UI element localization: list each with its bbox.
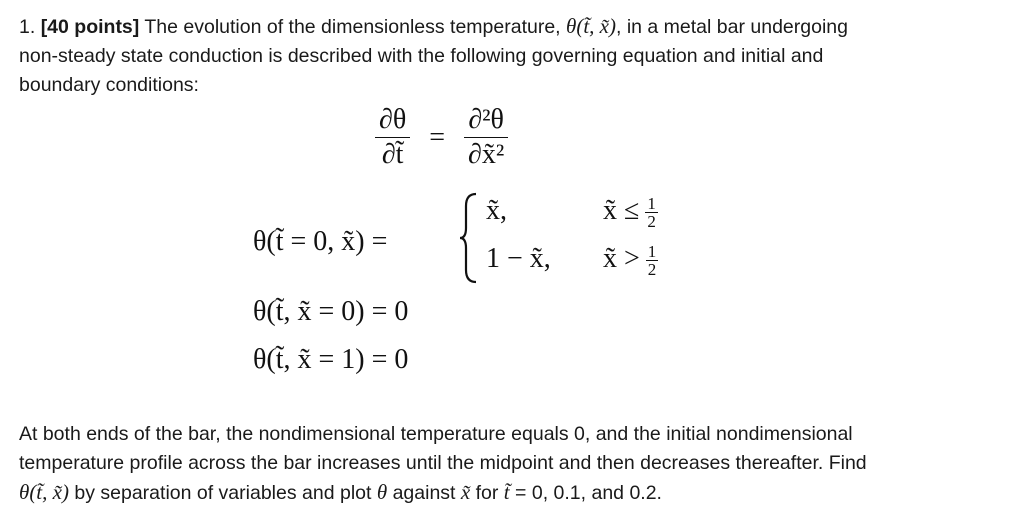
problem-statement — [19, 12, 848, 100]
closing-line-3 — [19, 478, 867, 508]
points-label: [40 points] — [40, 16, 140, 38]
intro-line-3: boundary conditions: — [19, 74, 199, 96]
rhs-denominator: ∂x̃² — [468, 139, 505, 170]
initial-condition-lhs — [253, 225, 387, 259]
intro-line-2: non-steady state conduction is described with the following governing equation and initial and — [19, 45, 824, 67]
governing-equation — [375, 103, 508, 172]
case-2-cond-text: x̃ > — [603, 243, 640, 274]
problem-number: 1. — [19, 16, 36, 38]
rhs-fraction — [464, 103, 508, 172]
case-2-condition — [603, 243, 657, 278]
case-2-value: 1 − x̃, — [486, 243, 551, 274]
half-fraction-1 — [646, 195, 657, 230]
theta-function: θ(t̃, x̃) — [566, 14, 616, 38]
lhs-fraction — [375, 103, 410, 172]
equals-sign: = — [429, 121, 446, 153]
intro-text-end: , in a metal bar undergoing — [615, 16, 848, 38]
case-1-cond-text: x̃ ≤ — [603, 195, 640, 226]
lhs-numerator: ∂θ — [379, 104, 407, 135]
intro-line-1 — [19, 12, 848, 42]
rhs-numerator: ∂²θ — [468, 104, 504, 135]
left-brace — [458, 192, 480, 284]
closing-text-d: = 0, 0.1, and 0.2. — [509, 482, 662, 504]
half-den-2: 2 — [647, 260, 657, 280]
t-symbol: t̃ — [503, 480, 510, 504]
theta-function-2: θ(t̃, x̃) — [19, 480, 69, 504]
case-1-value: x̃, — [486, 195, 507, 226]
closing-text-c: for — [470, 482, 504, 504]
half-den-1: 2 — [647, 212, 656, 232]
closing-text-a: by separation of variables and plot — [68, 482, 377, 504]
intro-text: The evolution of the dimensionless temperature, — [144, 16, 561, 38]
closing-line-2: temperature profile across the bar increases until the midpoint and then decreases thereafter. Find — [19, 452, 867, 474]
x-symbol: x̃ — [460, 480, 471, 504]
theta-symbol: θ — [376, 480, 388, 504]
half-num-1: 1 — [647, 194, 656, 214]
boundary-condition-2: θ(t̃, x̃ = 1) = 0 — [253, 344, 409, 375]
half-fraction-2 — [647, 243, 658, 278]
task-statement — [19, 420, 867, 508]
lhs-denominator: ∂t̃ — [381, 139, 404, 170]
case-1-condition — [603, 195, 657, 230]
boundary-condition-1: θ(t̃, x̃ = 0) = 0 — [253, 296, 409, 327]
closing-line-1: At both ends of the bar, the nondimensional temperature equals 0, and the initial nondimensional — [19, 423, 853, 445]
half-num-2: 1 — [647, 242, 657, 262]
initial-lhs-text: θ(t̃ = 0, x̃) = — [253, 226, 388, 257]
closing-text-b: against — [387, 482, 461, 504]
